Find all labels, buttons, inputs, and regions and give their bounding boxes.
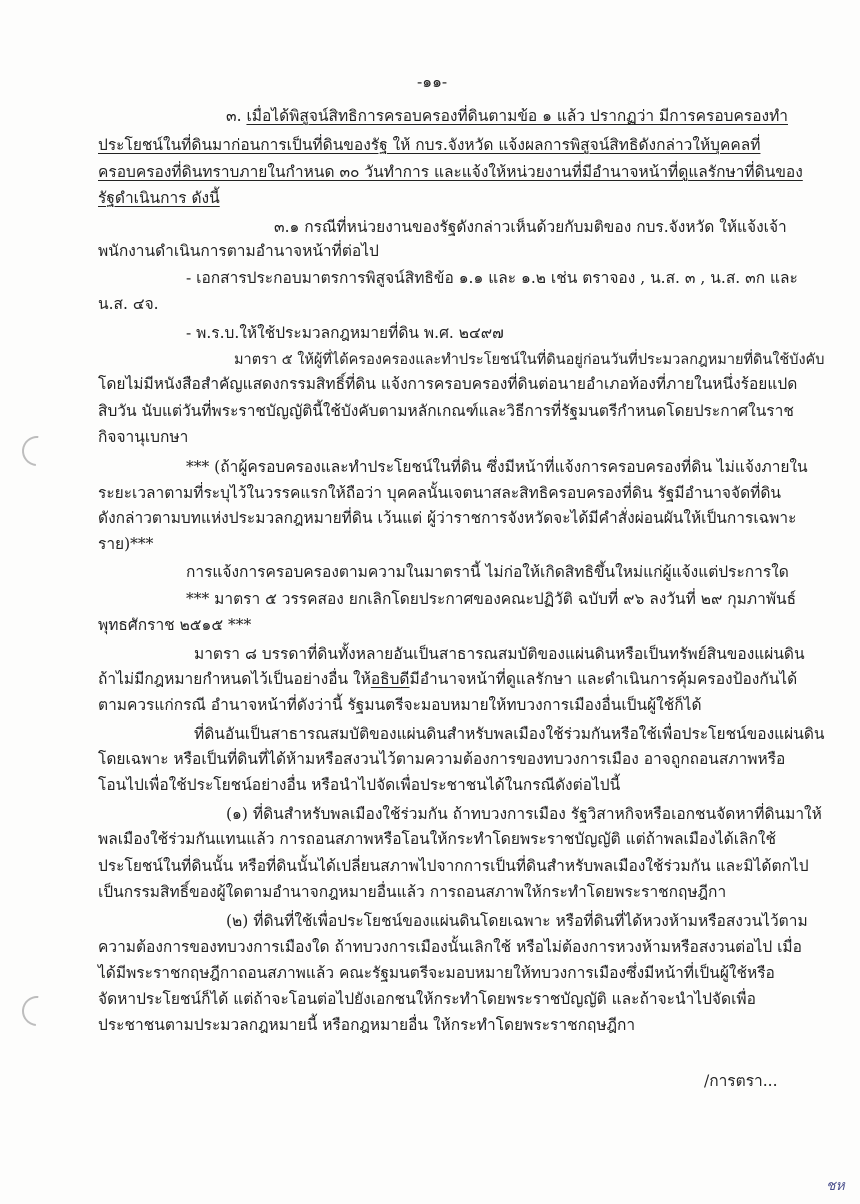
- public-land-line-1: ที่ดินอันเป็นสาธารณสมบัติของแผ่นดินสำหรับพลเมืองใช้ร่วมกันหรือใช้เพื่อประโยชน์ของแผ่นดิน: [194, 725, 825, 743]
- note-line-4: ราย)***: [98, 535, 154, 553]
- bullet-documents-line-1: - เอกสารประกอบมาตรการพิสูจน์สิทธิข้อ ๑.๑ และ ๑.๒ เช่น ตราจอง , น.ส. ๓ , น.ส. ๓ก และ: [186, 269, 798, 287]
- section-3-heading-underlined: เมื่อได้พิสูจน์สิทธิการครอบครองที่ดินตามข้อ ๑ แล้ว ปรากฏว่า มีการครอบครองทำ: [246, 107, 788, 125]
- punch-hole-mark: [16, 430, 58, 472]
- item-1-line-1: (๑) ที่ดินสำหรับพลเมืองใช้ร่วมกัน ถ้าทบวงการเมือง รัฐวิสาหกิจหรือเอกชนจัดหาที่ดินมาให้: [226, 805, 822, 823]
- section-5-line-4: กิจจานุเบกษา: [98, 428, 189, 446]
- section-3-line-2: ประโยชน์ในที่ดินมาก่อนการเป็นที่ดินของรัฐ ให้ กบร.จังหวัด แจ้งผลการพิสูจน์สิทธิดังกล่าวให้บุคคลที่: [98, 136, 761, 154]
- item-1-line-4: เป็นกรรมสิทธิ์ของผู้ใดตามอำนาจกฎหมายอื่นแล้ว การถอนสภาพให้กระทำโดยพระราชกฤษฎีกา: [98, 883, 727, 901]
- item-2-line-4: จัดหาประโยชน์ก็ได้ แต่ถ้าจะโอนต่อไปยังเอกชนให้กระทำโดยพระราชบัญญัติ และถ้าจะนำไปจัดเพื่อ: [98, 990, 756, 1008]
- section-3-1-line-2: พนักงานดำเนินการตามอำนาจหน้าที่ต่อไป: [98, 242, 379, 260]
- notification-clause: การแจ้งการครอบครองตามความในมาตรานี้ ไม่ก่อให้เกิดสิทธิขึ้นใหม่แก่ผู้แจ้งแต่ประการใด: [186, 563, 789, 581]
- section-5-line-3: สิบวัน นับแต่วันที่พระราชบัญญัตินี้ใช้บังคับตามหลักเกณฑ์และวิธีการที่รัฐมนตรีกำหนดโดยประกาศในราช: [98, 402, 794, 420]
- item-2-line-2: ความต้องการของทบวงการเมืองใด ถ้าทบวงการเมืองนั้นเลิกใช้ หรือไม่ต้องการหวงห้ามหรือสงวนต่อไป เมื่อ: [98, 938, 802, 956]
- bullet-act: - พ.ร.บ.ให้ใช้ประมวลกฎหมายที่ดิน พ.ศ. ๒๔๙๗: [186, 324, 504, 342]
- section-3-line-4: รัฐดำเนินการ ดังนี้: [98, 189, 220, 207]
- section-3-number: ๓.: [226, 107, 247, 125]
- item-2-line-3: ได้มีพระราชกฤษฎีกาถอนสภาพแล้ว คณะรัฐมนตรีจะมอบหมายให้ทบวงการเมืองซึ่งมีหน้าที่เป็นผู้ใช้หรือ: [98, 964, 775, 982]
- continuation-marker: /การตรา...: [704, 1072, 778, 1090]
- repeal-note-line-1: *** มาตรา ๕ วรรคสอง ยกเลิกโดยประกาศของคณะปฏิวัติ ฉบับที่ ๙๖ ลงวันที่ ๒๙ กุมภาพันธ์: [186, 590, 797, 608]
- item-1-line-3: ประโยชน์ในที่ดินนั้น หรือที่ดินนั้นได้เปลี่ยนสภาพไปจากการเป็นที่ดินสำหรับพลเมืองใช้ร่วมกัน และมิได้ตกไป: [98, 857, 809, 875]
- punch-hole-mark: [16, 990, 58, 1032]
- public-land-line-2: โดยเฉพาะ หรือเป็นที่ดินที่ได้ห้ามหรือสงวนไว้ตามความต้องการของทบวงการเมือง อาจถูกถอนสภาพหรือ: [98, 750, 786, 768]
- note-line-1: *** (ถ้าผู้ครอบครองและทำประโยชน์ในที่ดิน ซึ่งมีหน้าที่แจ้งการครอบครองที่ดิน ไม่แจ้งภายใน: [186, 458, 808, 476]
- note-line-2: ระยะเวลาตามที่ระบุไว้ในวรรคแรกให้ถือว่า บุคคลนั้นเจตนาสละสิทธิครอบครองที่ดิน รัฐมีอำนาจจัดที่ดิน: [98, 484, 782, 502]
- section-8-line-2-part-a: ถ้าไม่มีกฎหมายกำหนดไว้เป็นอย่างอื่น ให้: [98, 670, 371, 688]
- item-1-line-2: พลเมืองใช้ร่วมกันแทนแล้ว การถอนสภาพหรือโอนให้กระทำโดยพระราชบัญญัติ แต่ถ้าพลเมืองได้เลิกใช้: [98, 830, 776, 848]
- item-2-line-1: (๒) ที่ดินที่ใช้เพื่อประโยชน์ของแผ่นดินโดยเฉพาะ หรือที่ดินที่ได้หวงห้ามหรือสงวนไว้ตาม: [226, 912, 808, 930]
- page-number: -๑๑-: [417, 73, 448, 91]
- section-8-line-1: มาตรา ๘ บรรดาที่ดินทั้งหลายอันเป็นสาธารณสมบัติของแผ่นดินหรือเป็นทรัพย์สินของแผ่นดิน: [194, 645, 805, 663]
- bullet-documents-line-2: น.ส. ๔จ.: [98, 295, 159, 313]
- section-3-line-3: ครอบครองที่ดินทราบภายในกำหนด ๓๐ วันทำการ และแจ้งให้หน่วยงานที่มีอำนาจหน้าที่ดูแลรักษาที่ดินของ: [98, 163, 803, 181]
- item-2-line-5: ประชาชนตามประมวลกฎหมายนี้ หรือกฎหมายอื่น ให้กระทำโดยพระราชกฤษฎีกา: [98, 1016, 636, 1034]
- repeal-note-line-2: พุทธศักราช ๒๕๑๕ ***: [98, 616, 252, 634]
- section-5-line-1: มาตรา ๕ ให้ผู้ที่ได้ครองครองและทำประโยชน์ในที่ดินอยู่ก่อนวันที่ประมวลกฎหมายที่ดินใช้บังคับ: [234, 352, 825, 368]
- section-8-line-3: ตามควรแก่กรณี อำนาจหน้าที่ดังว่านี้ รัฐมนตรีจะมอบหมายให้ทบวงการเมืองอื่นเป็นผู้ใช้ก็ได้: [98, 696, 702, 714]
- section-8-line-2: [98, 668, 797, 690]
- director-general-underlined: อธิบดี: [370, 670, 410, 688]
- handwritten-initials: ชห: [826, 1178, 845, 1194]
- note-line-3: ดังกล่าวตามบทแห่งประมวลกฎหมายที่ดิน เว้นแต่ ผู้ว่าราชการจังหวัดจะได้มีคำสั่งผ่อนผันให้เป็นการเฉพาะ: [98, 509, 797, 527]
- section-8-line-2-part-b: มีอำนาจหน้าที่ดูแลรักษา และดำเนินการคุ้มครองป้องกันได้: [409, 670, 798, 688]
- public-land-line-3: โอนไปเพื่อใช้ประโยชน์อย่างอื่น หรือนำไปจัดเพื่อประชาชนได้ในกรณีดังต่อไปนี้: [98, 776, 621, 794]
- section-5-line-2: โดยไม่มีหนังสือสำคัญแสดงกรรมสิทธิ์ที่ดิน แจ้งการครอบครองที่ดินต่อนายอำเภอท้องที่ภายในหนึ่งร้อยแปด: [98, 375, 798, 393]
- section-3-line-1: [226, 105, 788, 127]
- section-3-1-line-1: ๓.๑ กรณีที่หน่วยงานของรัฐดังกล่าวเห็นด้วยกับมติของ กบร.จังหวัด ให้แจ้งเจ้า: [274, 218, 787, 236]
